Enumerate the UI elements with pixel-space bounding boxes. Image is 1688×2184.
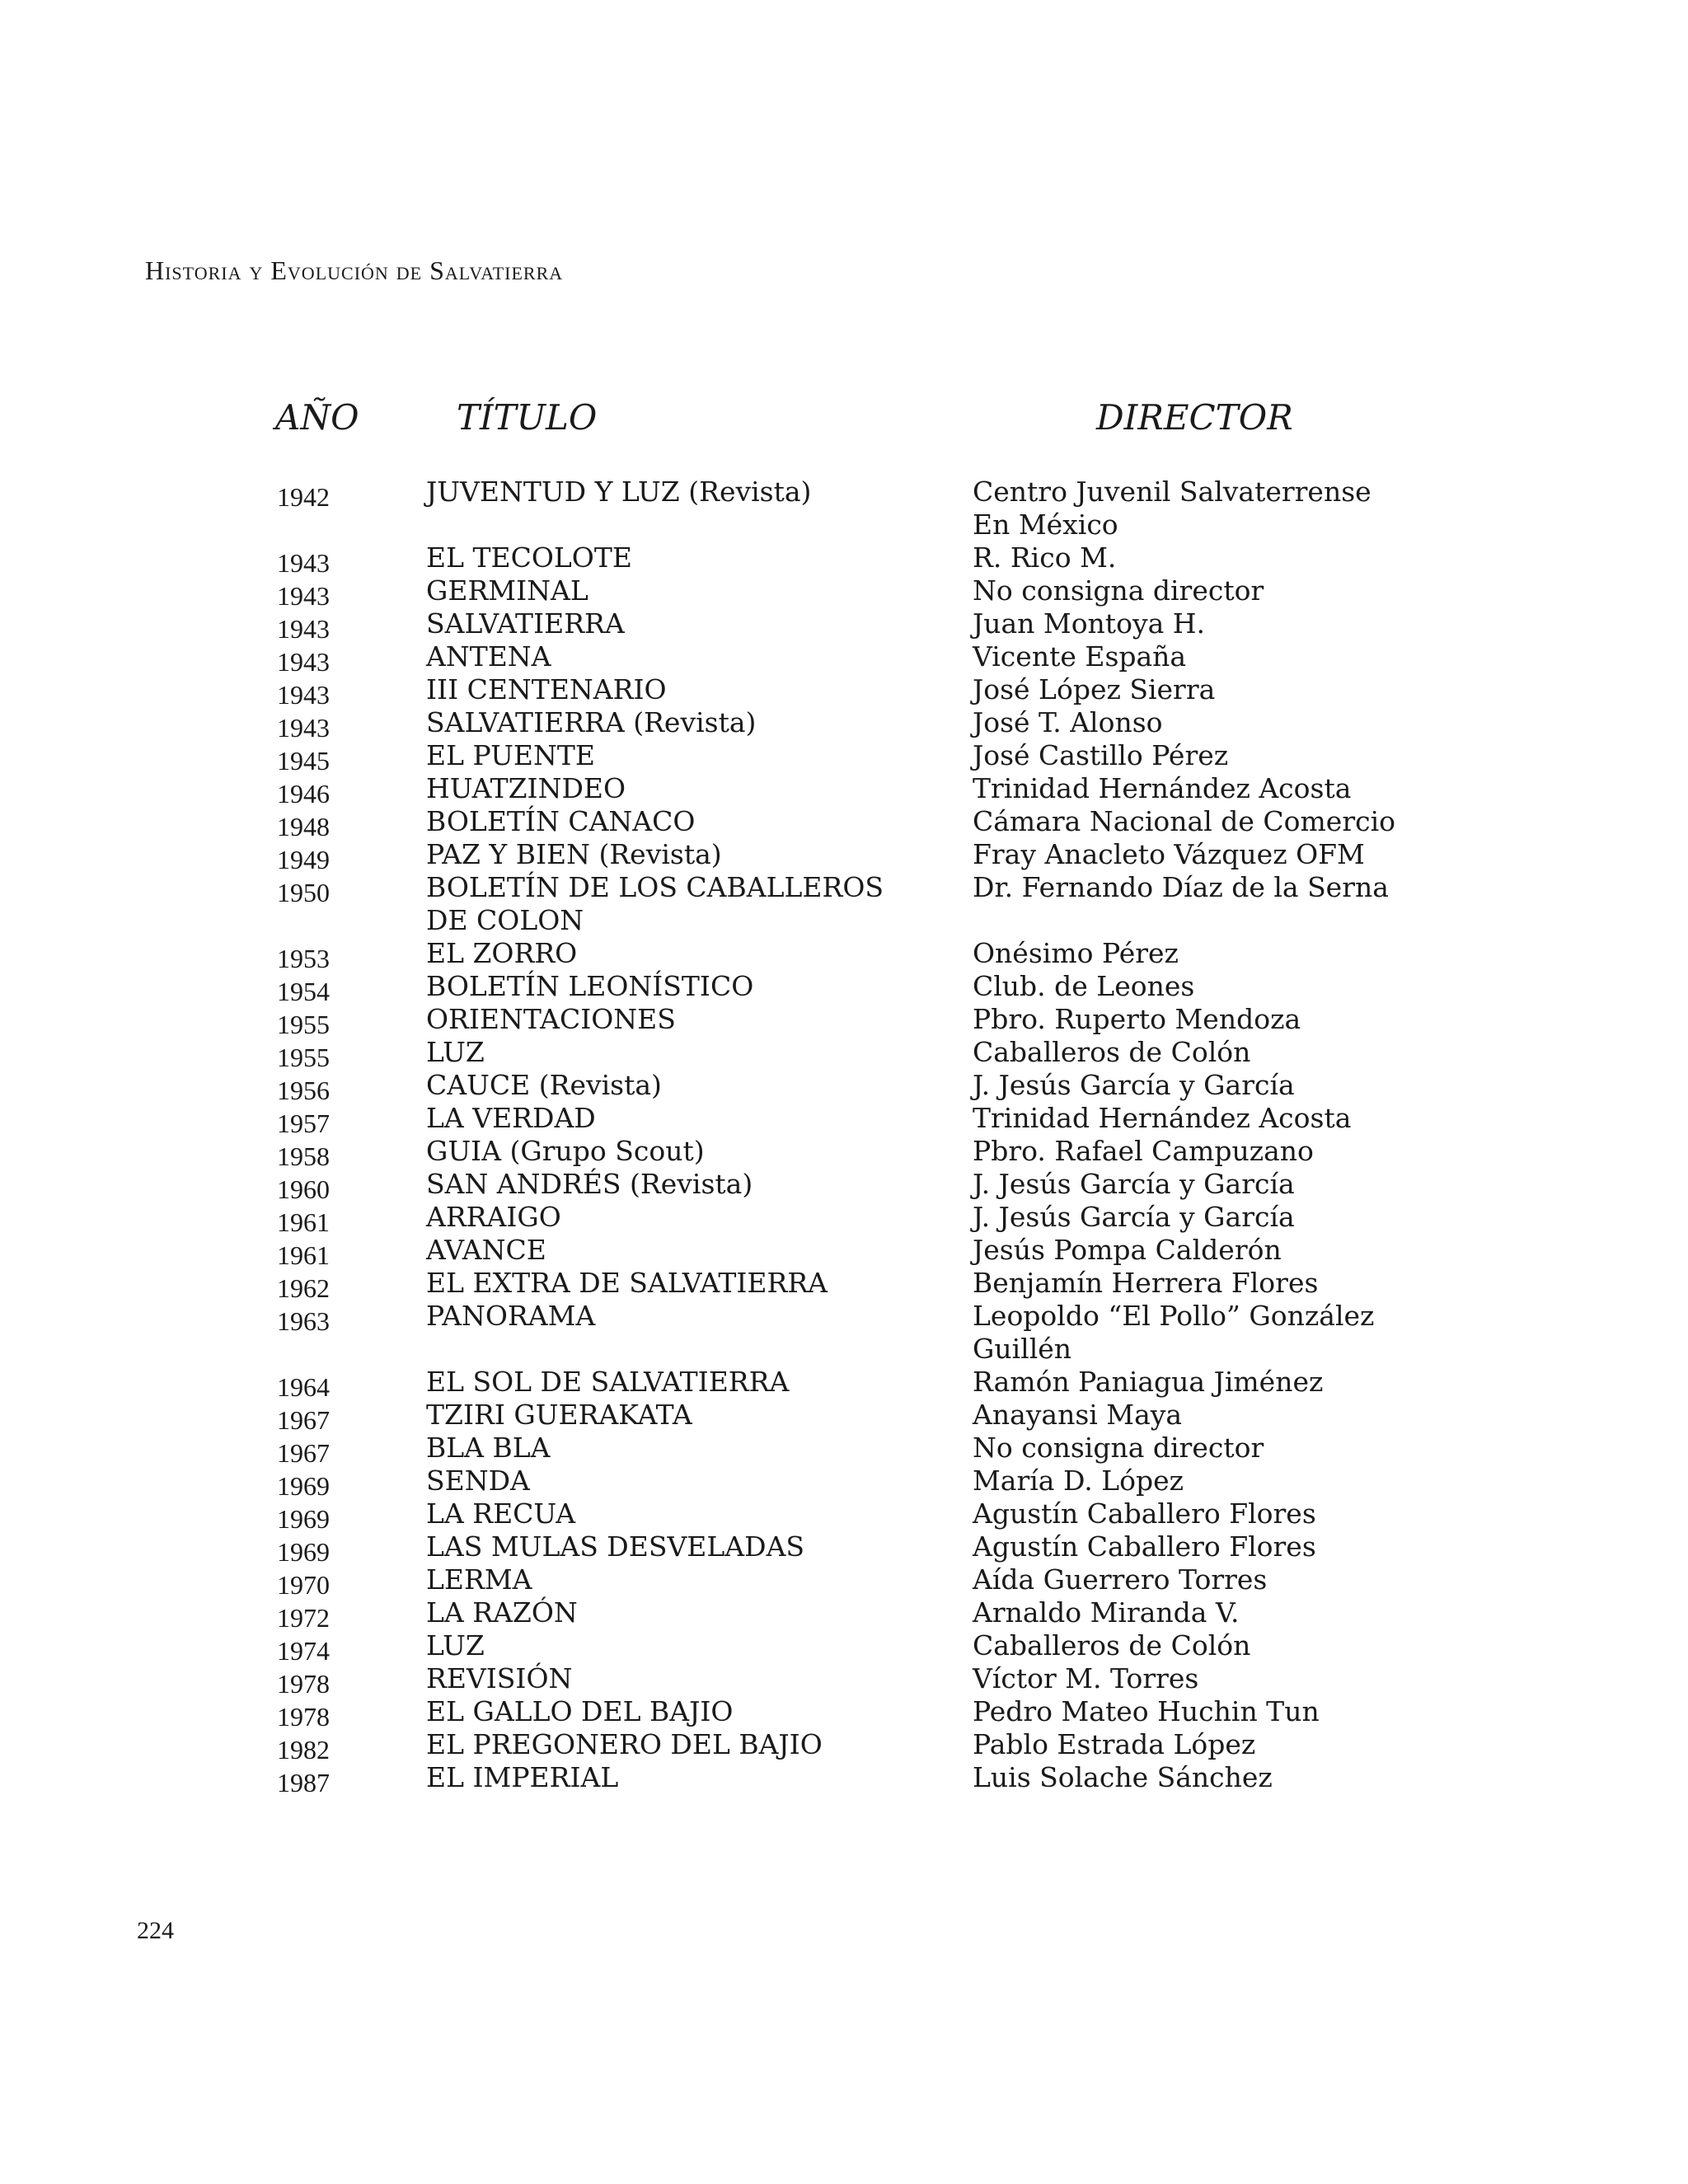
cell-title: EL GALLO DEL BAJIO xyxy=(426,1695,734,1727)
table-row xyxy=(0,1761,1688,1797)
cell-year: 1943 xyxy=(277,647,330,677)
cell-director: J. Jesús García y García xyxy=(973,1201,1295,1233)
cell-title: SAN ANDRÉS (Revista) xyxy=(426,1168,753,1200)
cell-year: 1978 xyxy=(277,1669,330,1699)
table-row xyxy=(0,574,1688,611)
table-row xyxy=(0,640,1688,677)
table-row xyxy=(0,1596,1688,1633)
cell-director: R. Rico M. xyxy=(973,541,1117,574)
cell-director: José T. Alonso xyxy=(973,706,1163,738)
cell-year: 1972 xyxy=(277,1603,330,1633)
cell-year: 1970 xyxy=(277,1570,330,1600)
table-row xyxy=(0,1728,1688,1765)
table-row xyxy=(0,1234,1688,1270)
table-row xyxy=(0,1168,1688,1204)
table-row xyxy=(0,1497,1688,1534)
cell-director: Agustín Caballero Flores xyxy=(973,1530,1316,1563)
cell-year: 1957 xyxy=(277,1108,330,1138)
cell-title: TZIRI GUERAKATA xyxy=(426,1399,692,1431)
table-row xyxy=(0,541,1688,578)
cell-title: CAUCE (Revista) xyxy=(426,1069,662,1101)
header-director: DIRECTOR xyxy=(1096,397,1293,438)
cell-director: María D. López xyxy=(973,1465,1184,1497)
table-row xyxy=(0,805,1688,841)
cell-title: HUATZINDEO xyxy=(426,772,626,804)
cell-year: 1961 xyxy=(277,1207,330,1237)
cell-director: J. Jesús García y García xyxy=(973,1069,1295,1101)
cell-title: LAS MULAS DESVELADAS xyxy=(426,1530,805,1563)
publications-table xyxy=(0,476,1688,1797)
table-row xyxy=(0,706,1688,743)
cell-title: ANTENA xyxy=(426,640,551,673)
cell-director: J. Jesús García y García xyxy=(973,1168,1295,1200)
cell-title: EL TECOLOTE xyxy=(426,541,632,574)
cell-director: Trinidad Hernández Acosta xyxy=(973,1102,1352,1134)
table-row xyxy=(0,1399,1688,1435)
cell-director: Trinidad Hernández Acosta xyxy=(973,772,1352,804)
table-row xyxy=(0,1102,1688,1138)
cell-director: No consigna director xyxy=(973,574,1264,607)
cell-director: Pablo Estrada López xyxy=(973,1728,1256,1760)
cell-director: Cámara Nacional de Comercio xyxy=(973,805,1396,837)
cell-title: LA VERDAD xyxy=(426,1102,596,1134)
cell-director: Ramón Paniagua Jiménez xyxy=(973,1366,1324,1398)
cell-year: 1943 xyxy=(277,614,330,644)
cell-director: Onésimo Pérez xyxy=(973,937,1179,969)
cell-director: José Castillo Pérez xyxy=(973,739,1229,771)
table-row xyxy=(0,1003,1688,1039)
cell-year: 1948 xyxy=(277,812,330,841)
cell-year: 1964 xyxy=(277,1372,330,1402)
table-row xyxy=(0,607,1688,644)
cell-year: 1961 xyxy=(277,1240,330,1270)
cell-title: EL SOL DE SALVATIERRA xyxy=(426,1366,790,1398)
cell-year: 1949 xyxy=(277,845,330,874)
header-title: TÍTULO xyxy=(457,397,598,438)
cell-title: EL EXTRA DE SALVATIERRA xyxy=(426,1267,828,1299)
table-row xyxy=(0,937,1688,973)
cell-director: Caballeros de Colón xyxy=(973,1629,1251,1661)
cell-title: LERMA xyxy=(426,1563,532,1596)
cell-director: No consigna director xyxy=(973,1432,1264,1464)
cell-year: 1978 xyxy=(277,1702,330,1732)
running-head: Historia y Evolución de Salvatierra xyxy=(145,255,564,285)
cell-director: Juan Montoya H. xyxy=(973,607,1206,640)
table-row xyxy=(0,476,1688,541)
cell-title: SALVATIERRA xyxy=(426,607,625,640)
cell-title: EL ZORRO xyxy=(426,937,578,969)
cell-title: PANORAMA xyxy=(426,1300,596,1332)
table-row xyxy=(0,1267,1688,1303)
table-row xyxy=(0,772,1688,808)
table-row xyxy=(0,1465,1688,1501)
cell-year: 1958 xyxy=(277,1141,330,1171)
table-row xyxy=(0,1432,1688,1468)
table-row xyxy=(0,871,1688,937)
cell-director: Pbro. Ruperto Mendoza xyxy=(973,1003,1301,1035)
cell-title: BOLETÍN DE LOS CABALLEROS DE COLON xyxy=(426,871,884,936)
cell-year: 1954 xyxy=(277,977,330,1006)
cell-title: GERMINAL xyxy=(426,574,588,607)
header-year: AÑO xyxy=(275,397,359,438)
cell-title: BOLETÍN LEONÍSTICO xyxy=(426,970,754,1002)
table-row xyxy=(0,1300,1688,1366)
cell-year: 1960 xyxy=(277,1174,330,1204)
cell-year: 1967 xyxy=(277,1405,330,1435)
cell-year: 1953 xyxy=(277,944,330,973)
table-row xyxy=(0,1069,1688,1105)
cell-title: LUZ xyxy=(426,1036,485,1068)
cell-year: 1962 xyxy=(277,1273,330,1303)
cell-title: GUIA (Grupo Scout) xyxy=(426,1135,705,1167)
cell-title: BOLETÍN CANACO xyxy=(426,805,696,837)
cell-year: 1943 xyxy=(277,713,330,743)
cell-year: 1969 xyxy=(277,1471,330,1501)
cell-title: SENDA xyxy=(426,1465,530,1497)
cell-director: Benjamín Herrera Flores xyxy=(973,1267,1319,1299)
cell-title: PAZ Y BIEN (Revista) xyxy=(426,838,722,870)
cell-title: ORIENTACIONES xyxy=(426,1003,676,1035)
cell-year: 1955 xyxy=(277,1010,330,1039)
cell-director: Arnaldo Miranda V. xyxy=(973,1596,1240,1629)
cell-year: 1956 xyxy=(277,1076,330,1105)
cell-year: 1945 xyxy=(277,746,330,776)
cell-title: LUZ xyxy=(426,1629,485,1661)
cell-director: Víctor M. Torres xyxy=(973,1662,1199,1694)
cell-title: EL PUENTE xyxy=(426,739,595,771)
cell-year: 1982 xyxy=(277,1735,330,1765)
cell-director: Pbro. Rafael Campuzano xyxy=(973,1135,1314,1167)
cell-director: Luis Solache Sánchez xyxy=(973,1761,1273,1793)
cell-title: REVISIÓN xyxy=(426,1662,573,1694)
cell-title: BLA BLA xyxy=(426,1432,551,1464)
cell-year: 1942 xyxy=(277,482,330,512)
table-row xyxy=(0,739,1688,776)
cell-director: José López Sierra xyxy=(973,673,1216,705)
cell-title: LA RECUA xyxy=(426,1497,576,1530)
cell-director: Pedro Mateo Huchin Tun xyxy=(973,1695,1320,1727)
cell-year: 1955 xyxy=(277,1043,330,1072)
page-number: 224 xyxy=(137,1917,174,1944)
cell-year: 1943 xyxy=(277,680,330,710)
table-row xyxy=(0,1135,1688,1171)
cell-year: 1943 xyxy=(277,581,330,611)
table-row xyxy=(0,970,1688,1006)
cell-director: Caballeros de Colón xyxy=(973,1036,1251,1068)
cell-year: 1969 xyxy=(277,1504,330,1534)
cell-director: Fray Anacleto Vázquez OFM xyxy=(973,838,1365,870)
cell-year: 1943 xyxy=(277,548,330,578)
cell-year: 1946 xyxy=(277,779,330,808)
cell-year: 1974 xyxy=(277,1636,330,1666)
cell-title: EL PREGONERO DEL BAJIO xyxy=(426,1728,823,1760)
table-row xyxy=(0,1366,1688,1402)
table-row xyxy=(0,673,1688,710)
cell-director: Centro Juvenil Salvaterrense En México xyxy=(973,476,1372,541)
cell-director: Dr. Fernando Díaz de la Serna xyxy=(973,871,1389,903)
cell-title: ARRAIGO xyxy=(426,1201,561,1233)
table-row xyxy=(0,1201,1688,1237)
table-row xyxy=(0,1629,1688,1666)
table-row xyxy=(0,1563,1688,1600)
cell-title: SALVATIERRA (Revista) xyxy=(426,706,757,738)
cell-year: 1987 xyxy=(277,1768,330,1797)
cell-title: LA RAZÓN xyxy=(426,1596,578,1629)
cell-year: 1967 xyxy=(277,1438,330,1468)
cell-director: Agustín Caballero Flores xyxy=(973,1497,1316,1530)
table-row xyxy=(0,838,1688,874)
cell-title: EL IMPERIAL xyxy=(426,1761,619,1793)
cell-director: Leopoldo “El Pollo” González Guillén xyxy=(973,1300,1375,1365)
cell-year: 1963 xyxy=(277,1306,330,1336)
cell-title: AVANCE xyxy=(426,1234,546,1266)
cell-year: 1950 xyxy=(277,878,330,907)
table-row xyxy=(0,1036,1688,1072)
cell-director: Jesús Pompa Calderón xyxy=(973,1234,1282,1266)
cell-director: Vicente España xyxy=(973,640,1187,673)
cell-director: Aída Guerrero Torres xyxy=(973,1563,1268,1596)
cell-title: III CENTENARIO xyxy=(426,673,667,705)
table-header xyxy=(0,397,1688,447)
table-row xyxy=(0,1530,1688,1567)
cell-title: JUVENTUD Y LUZ (Revista) xyxy=(426,476,812,508)
table-row xyxy=(0,1662,1688,1699)
table-row xyxy=(0,1695,1688,1732)
cell-director: Anayansi Maya xyxy=(973,1399,1183,1431)
cell-director: Club. de Leones xyxy=(973,970,1195,1002)
cell-year: 1969 xyxy=(277,1537,330,1567)
